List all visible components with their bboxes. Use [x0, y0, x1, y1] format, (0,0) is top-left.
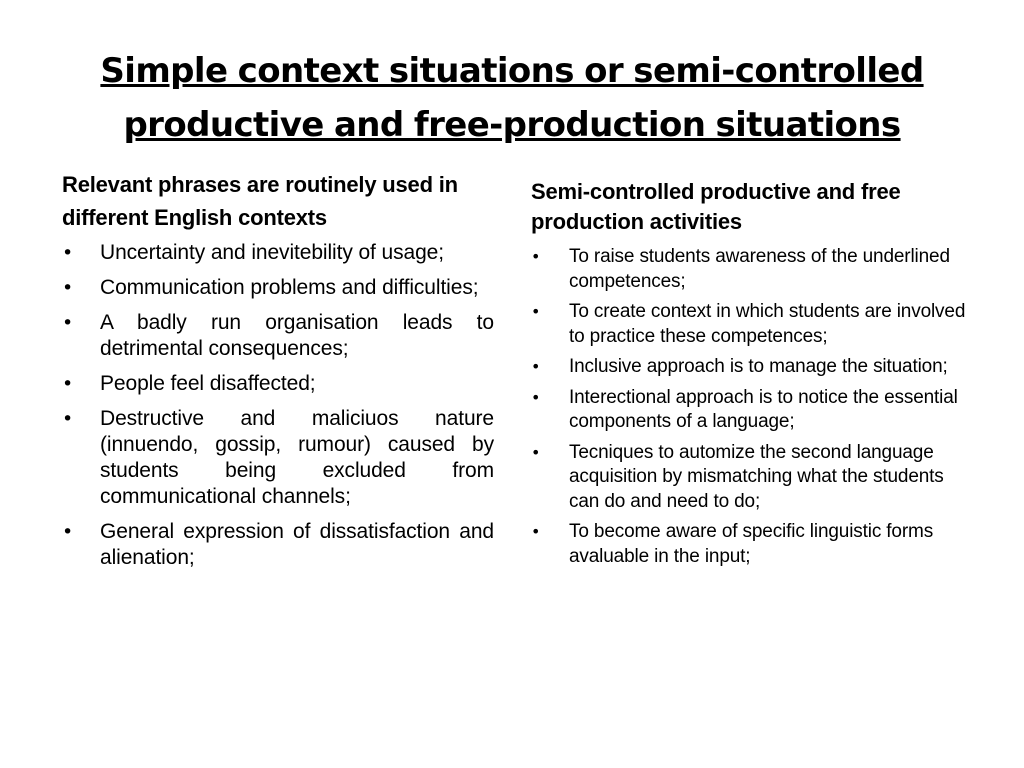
- bullet-icon: •: [62, 312, 74, 334]
- slide-title: Simple context situations or semi-controlled productive and free-production situations: [100, 51, 924, 145]
- list-item: [62, 371, 494, 397]
- bullet-icon: •: [531, 357, 541, 376]
- list-item: [531, 300, 971, 349]
- bullet-icon: •: [62, 277, 74, 299]
- list-item-text: Uncertainty and inevitebility of usage;: [100, 241, 444, 264]
- list-item: [531, 386, 971, 435]
- list-item: [62, 406, 494, 510]
- list-item-text: Inclusive approach is to manage the situation;: [569, 356, 948, 377]
- bullet-icon: •: [62, 408, 74, 430]
- left-column: [62, 168, 494, 580]
- list-item: [531, 355, 971, 380]
- list-item: [62, 240, 494, 266]
- left-column-heading: Relevant phrases are routinely used in different English contexts: [62, 172, 458, 230]
- list-item-text: General expression of dissatisfaction and alienation;: [100, 520, 494, 569]
- list-item-text: Tecniques to automize the second language acquisition by mismatching what the students can do and need to do;: [569, 441, 944, 512]
- list-item: [62, 519, 494, 571]
- list-item-text: Communication problems and difficulties;: [100, 276, 479, 299]
- list-item-text: Destructive and maliciuos nature (innuendo, gossip, rumour) caused by students being excluded from communicational channels;: [100, 407, 494, 508]
- bullet-icon: •: [531, 302, 541, 321]
- list-item: [62, 310, 494, 362]
- list-item-text: To raise students awareness of the underlined competences;: [569, 246, 950, 292]
- right-column-heading: Semi-controlled productive and free production activities: [531, 179, 901, 234]
- left-bullet-list: [62, 240, 494, 571]
- bullet-icon: •: [531, 387, 541, 407]
- list-item-text: People feel disaffected;: [100, 372, 316, 395]
- bullet-icon: •: [531, 442, 541, 462]
- list-item-text: To become aware of specific linguistic forms avaluable in the input;: [569, 521, 934, 567]
- bullet-icon: •: [531, 522, 541, 541]
- bullet-icon: •: [62, 373, 74, 395]
- list-item: [531, 441, 971, 515]
- list-item: [531, 245, 971, 294]
- right-bullet-list: [531, 245, 971, 569]
- list-item-text: To create context in which students are involved to practice these competences;: [569, 301, 966, 347]
- bullet-icon: •: [531, 247, 541, 266]
- list-item: [62, 275, 494, 301]
- right-column: [531, 168, 971, 575]
- list-item: [531, 520, 971, 569]
- bullet-icon: •: [62, 521, 74, 543]
- bullet-icon: •: [62, 242, 74, 264]
- list-item-text: Interectional approach is to notice the essential components of a language;: [569, 386, 958, 432]
- list-item-text: A badly run organisation leads to detrimental consequences;: [100, 311, 494, 360]
